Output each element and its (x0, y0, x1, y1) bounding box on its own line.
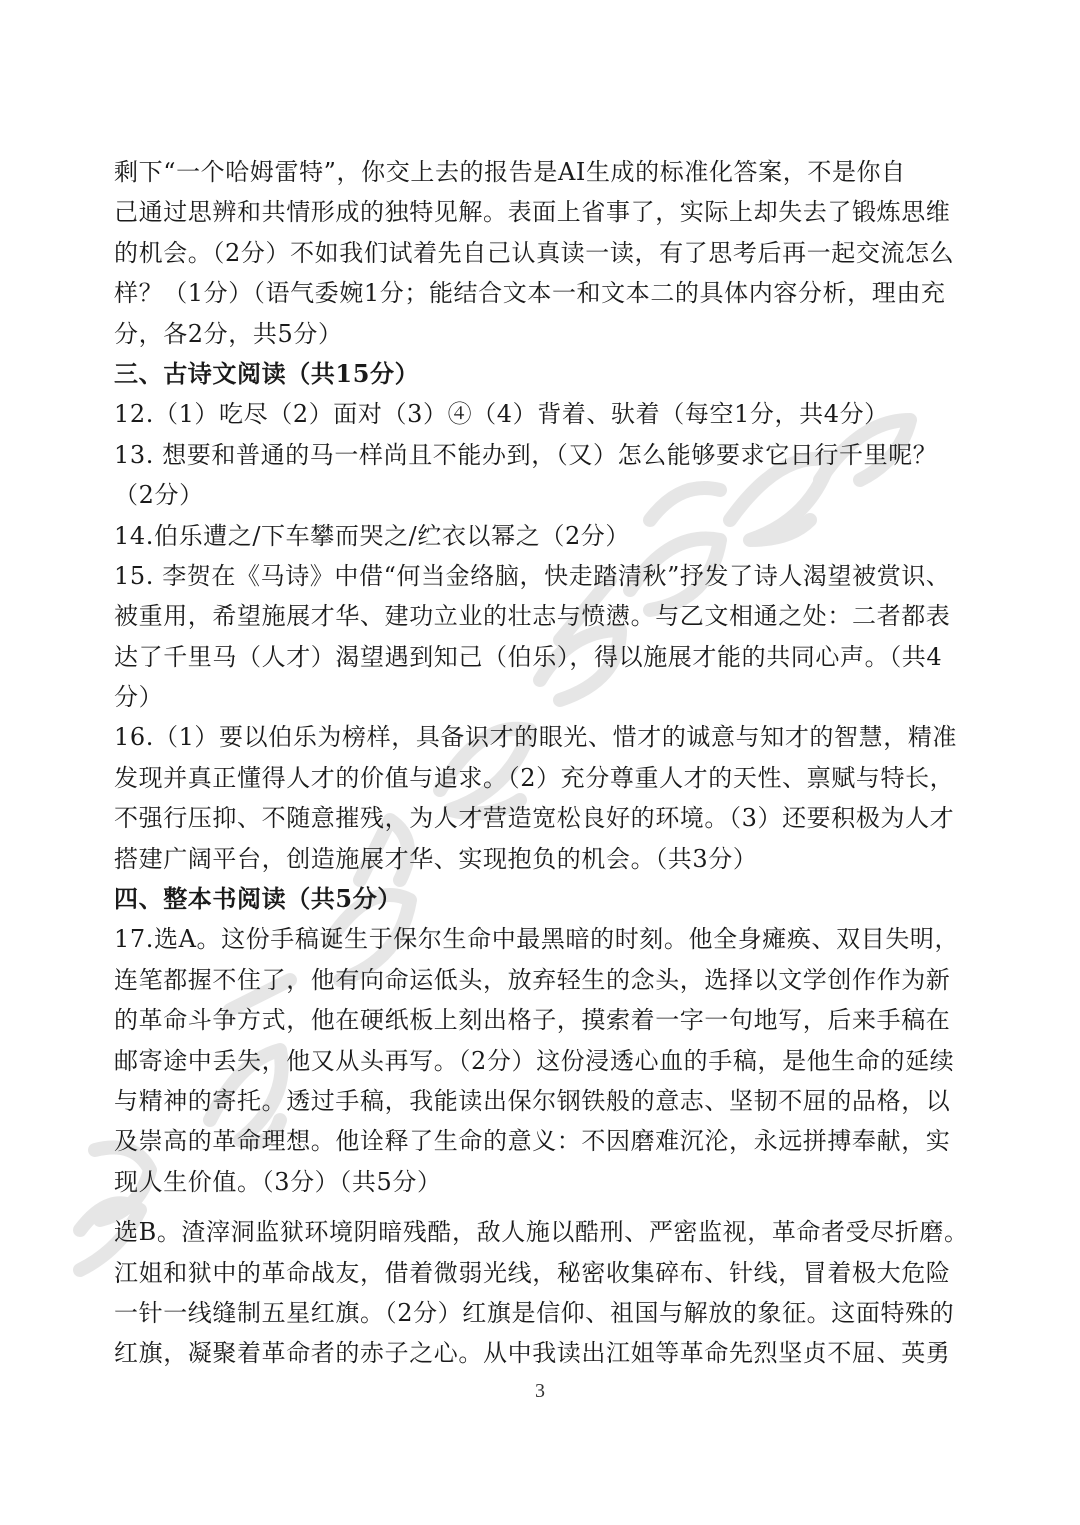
text-line: 达了千里马（人才）渴望遇到知己（伯乐），得以施展才能的共同心声。（共4 (114, 642, 943, 671)
section-heading-classical-reading: 三、古诗文阅读（共15分） (114, 358, 420, 388)
section-heading-whole-book-reading: 四、整本书阅读（共5分） (114, 884, 402, 914)
page-number: 3 (535, 1380, 545, 1402)
text-line: 发现并真正懂得人才的价值与追求。（2）充分尊重人才的天性、禀赋与特长， (114, 763, 955, 792)
text-line: 邮寄途中丢失，他又从头再写。（2分）这份浸透心血的手稿，是他生命的延续 (114, 1046, 955, 1075)
text-line: 的革命斗争方式，他在硬纸板上刻出格子，摸索着一字一句地写，后来手稿在 (114, 1006, 951, 1035)
answer-text-body (114, 152, 970, 1374)
text-line: （2分） (114, 481, 204, 510)
answer-17: 17.选A。这份手稿诞生于保尔生命中最黑暗的时刻。他全身瘫痪、双目失明， (114, 925, 960, 954)
answer-13: 13. 想要和普通的马一样尚且不能办到，（又）怎么能够要求它日行千里呢？ (114, 440, 938, 469)
text-line: 的机会。（2分）不如我们试着先自己认真读一读，有了思考后再一起交流怎么 (114, 238, 955, 267)
paragraph-gap (114, 1202, 970, 1212)
text-line: 及崇高的革命理想。他诠释了生命的意义：不因磨难沉沦，永远拼搏奉献，实 (114, 1127, 951, 1156)
text-line: 连笔都握不住了，他有向命运低头，放弃轻生的念头，选择以文学创作作为新 (114, 965, 951, 994)
answer-12: 12.（1）吃尽（2）面对（3）④（4）背着、驮着（每空1分，共4分） (114, 400, 889, 429)
text-line: 与精神的寄托。透过手稿，我能读出保尔钢铁般的意志、坚韧不屈的品格，以 (114, 1086, 951, 1115)
text-line: 现人生价值。（3分）（共5分） (114, 1167, 442, 1196)
answer-15: 15. 李贺在《马诗》中借“何当金络脑，快走踏清秋”抒发了诗人渴望被赏识、 (114, 561, 951, 590)
answer-14: 14.伯乐遭之/下车攀而哭之/纻衣以幂之（2分） (114, 521, 631, 550)
text-line: 己通过思辨和共情形成的独特见解。表面上省事了，实际上却失去了锻炼思维 (114, 198, 951, 227)
text-line: 被重用，希望施展才华、建功立业的壮志与愤懑。与乙文相通之处：二者都表 (114, 602, 951, 631)
text-line: 样？（1分）（语气委婉1分；能结合文本一和文本二的具体内容分析，理由充 (114, 279, 946, 308)
text-line: 分，各2分，共5分） (114, 319, 343, 348)
text-line: 江姐和狱中的革命战友，借着微弱光线，秘密收集碎布、针线，冒着极大危险 (114, 1258, 951, 1287)
text-line: 分） (114, 683, 164, 712)
answer-16: 16.（1）要以伯乐为榜样，具备识才的眼光、惜才的诚意与知才的智慧，精准 (114, 723, 958, 752)
text-line: 不强行压抑、不随意摧残，为人才营造宽松良好的环境。（3）还要积极为人才 (114, 804, 955, 833)
text-line: 红旗，凝聚着革命者的赤子之心。从中我读出江姐等革命先烈坚贞不屈、英勇 (114, 1339, 951, 1368)
answer-17-option-b: 选B。渣滓洞监狱环境阴暗残酷，敌人施以酷刑、严密监视，革命者受尽折磨。 (114, 1218, 969, 1247)
text-line: 一针一线缝制五星红旗。（2分）红旗是信仰、祖国与解放的象征。这面特殊的 (114, 1298, 955, 1327)
text-line: 剩下“一个哈姆雷特”，你交上去的报告是AI生成的标准化答案，不是你自 (114, 158, 906, 186)
text-line: 搭建广阔平台，创造施展才华、实现抱负的机会。（共3分） (114, 844, 758, 873)
